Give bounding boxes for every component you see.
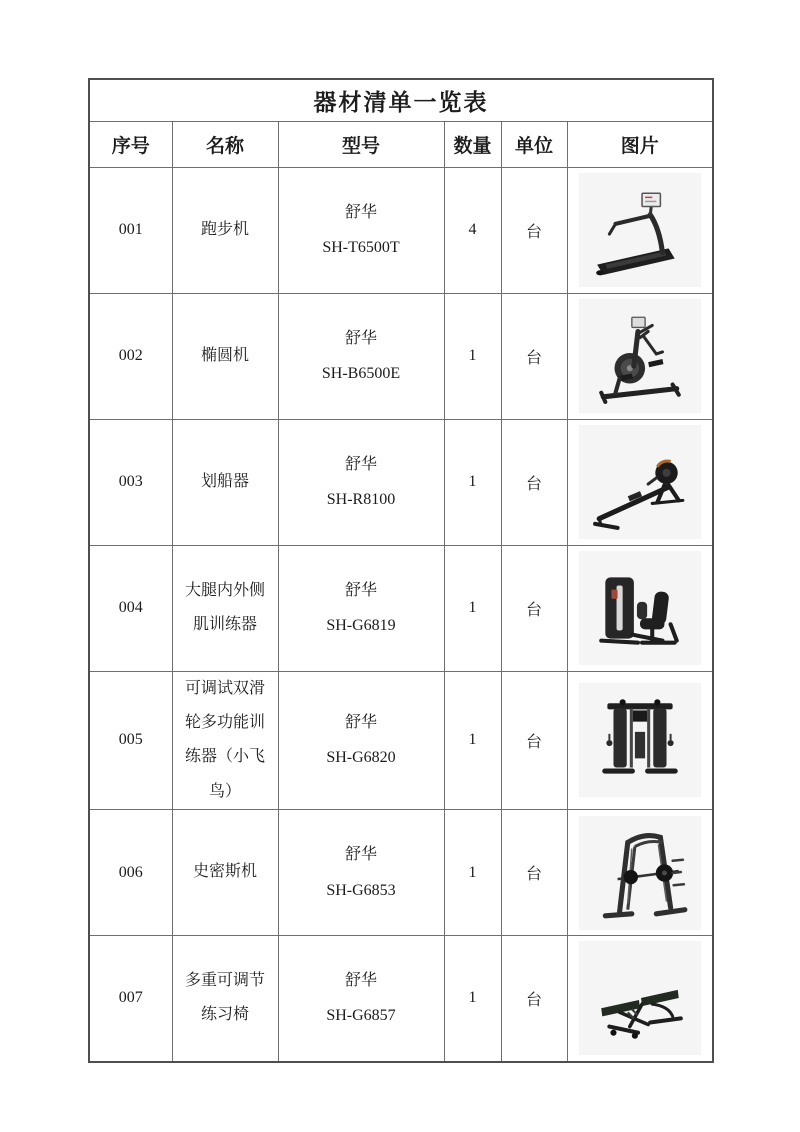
cell-no: 004 (89, 545, 172, 671)
functional-trainer-icon (587, 689, 693, 791)
cell-no: 002 (89, 293, 172, 419)
smith-machine-icon (587, 822, 693, 924)
col-header-name: 名称 (172, 121, 278, 167)
equipment-name: 划船器 (200, 472, 249, 490)
cell-name (172, 293, 278, 419)
cell-qty: 1 (444, 545, 501, 671)
col-header-unit: 单位 (501, 121, 567, 167)
cell-model (278, 810, 444, 936)
equipment-name: 大腿内外侧肌训练器 (184, 581, 265, 633)
smith-machine-image (579, 816, 701, 930)
col-header-qty: 数量 (444, 121, 501, 167)
cell-image (567, 810, 713, 936)
table-header-row (89, 121, 713, 167)
brand-label: 舒华 (344, 714, 377, 732)
cell-qty: 1 (444, 293, 501, 419)
cell-model (278, 167, 444, 293)
brand-label: 舒华 (344, 455, 377, 473)
cell-no: 007 (89, 936, 172, 1062)
table-row (89, 810, 713, 936)
table-row (89, 167, 713, 293)
cell-qty: 1 (444, 419, 501, 545)
equipment-name: 史密斯机 (192, 863, 257, 881)
cell-qty: 4 (444, 167, 501, 293)
col-header-model: 型号 (278, 121, 444, 167)
model-label: SH-B6500E (321, 365, 401, 382)
elliptical-machine-image (579, 299, 701, 413)
model-label: SH-G6853 (326, 881, 396, 899)
rowing-machine-icon (587, 431, 693, 533)
cell-image (567, 671, 713, 810)
model-label: SH-G6820 (326, 749, 396, 767)
equipment-name: 可调试双滑轮多功能训练器（小飞鸟） (184, 679, 265, 800)
cell-no: 006 (89, 810, 172, 936)
cell-unit: 台 (501, 419, 567, 545)
table-row (89, 419, 713, 545)
treadmill-icon (587, 179, 693, 281)
equipment-name: 多重可调节练习椅 (184, 971, 265, 1024)
treadmill-image (579, 173, 701, 287)
cell-unit: 台 (501, 293, 567, 419)
table-row (89, 936, 713, 1062)
cell-no: 005 (89, 671, 172, 810)
elliptical-icon (587, 305, 693, 407)
cell-unit: 台 (501, 545, 567, 671)
cell-qty: 1 (444, 671, 501, 810)
cell-image (567, 545, 713, 671)
model-label: SH-G6819 (326, 617, 396, 634)
brand-label: 舒华 (344, 846, 377, 864)
model-label: SH-G6857 (326, 1007, 396, 1025)
adjustable-bench-icon (587, 947, 693, 1049)
cell-image (567, 936, 713, 1062)
table-title: 器材清单一览表 (89, 79, 713, 121)
table-row (89, 671, 713, 810)
cable-functional-trainer-image (579, 683, 701, 797)
equipment-name: 跑步机 (200, 220, 249, 238)
cell-qty: 1 (444, 810, 501, 936)
cell-unit: 台 (501, 671, 567, 810)
cell-image (567, 167, 713, 293)
cell-unit: 台 (501, 167, 567, 293)
cell-qty: 1 (444, 936, 501, 1062)
brand-label: 舒华 (344, 329, 377, 347)
model-label: SH-T6500T (322, 239, 400, 256)
cell-model (278, 293, 444, 419)
cell-name (172, 167, 278, 293)
cell-model (278, 419, 444, 545)
cell-name (172, 545, 278, 671)
cell-name (172, 936, 278, 1062)
rowing-machine-image (579, 425, 701, 539)
model-label: SH-R8100 (326, 491, 396, 508)
cell-model (278, 671, 444, 810)
cell-model (278, 545, 444, 671)
equipment-name: 椭圆机 (200, 346, 249, 364)
brand-label: 舒华 (344, 203, 377, 221)
cell-model (278, 936, 444, 1062)
brand-label: 舒华 (344, 581, 377, 599)
col-header-no: 序号 (89, 121, 172, 167)
table-row (89, 293, 713, 419)
cell-no: 003 (89, 419, 172, 545)
thigh-abductor-icon (587, 557, 693, 659)
cell-name (172, 810, 278, 936)
cell-unit: 台 (501, 936, 567, 1062)
thigh-abductor-machine-image (579, 551, 701, 665)
cell-no: 001 (89, 167, 172, 293)
cell-name (172, 419, 278, 545)
cell-image (567, 293, 713, 419)
cell-unit: 台 (501, 810, 567, 936)
brand-label: 舒华 (344, 972, 377, 990)
table-title-row (89, 79, 713, 121)
cell-image (567, 419, 713, 545)
equipment-table (88, 78, 714, 1063)
cell-name (172, 671, 278, 810)
table-row (89, 545, 713, 671)
col-header-image: 图片 (567, 121, 713, 167)
adjustable-bench-image (579, 941, 701, 1055)
